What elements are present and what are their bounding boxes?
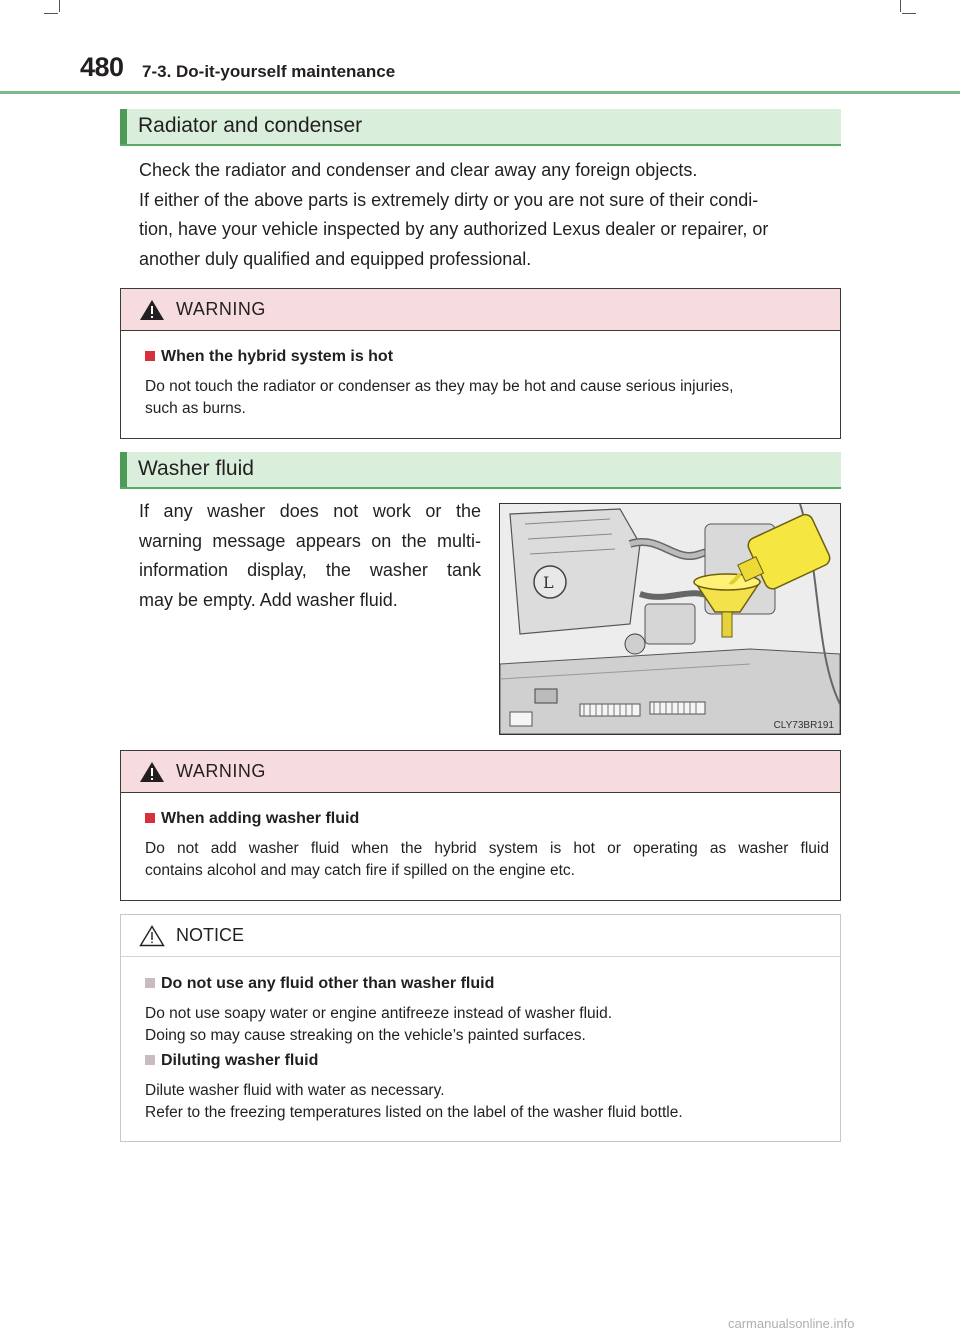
text-line: may be empty. Add washer fluid. [139,589,398,610]
engine-bay-drawing [500,504,840,734]
warning-triangle-icon [139,761,165,783]
text-line: such as burns. [145,400,246,417]
warning-triangle-icon [139,299,165,321]
text-line: tion, have your vehicle inspected by any authorized Lexus dealer or repairer, or [139,219,769,239]
page-number: 480 [80,52,124,82]
washer-fluid-illustration [499,503,841,735]
illustration-code: CLY73BR191 [773,720,834,731]
text-line: If either of the above parts is extremely dirty or you are not sure of their condi- [139,189,759,210]
warning-item-text [145,838,829,882]
notice-header [121,915,840,957]
notice-triangle-icon [139,925,165,947]
text-line: If any washer does not work or the [139,501,481,521]
crop-mark [44,13,58,14]
text-line: Check the radiator and condenser and clear away any foreign objects. [139,160,698,180]
notice-box [120,914,841,1142]
warning-box-adding-fluid [120,750,841,901]
header-rule [0,91,960,94]
crop-mark [59,0,60,12]
warning-label: WARNING [176,761,266,781]
bullet-square-icon [145,1055,155,1065]
notice-item-text [145,1080,829,1124]
text-line: Refer to the freezing temperatures listed on the label of the washer fluid bottle. [145,1104,683,1121]
radiator-text [139,156,839,274]
warning-header [121,289,840,331]
section-heading-bar [120,109,127,144]
washer-text [139,497,481,615]
text-line: Do not use soapy water or engine antifreeze instead of washer fluid. [145,1005,612,1022]
crop-mark [902,13,916,14]
text-line: Dilute washer fluid with water as necessary. [145,1082,445,1099]
notice-item-title: Do not use any fluid other than washer fluid [145,975,494,993]
section-heading-title: Radiator and condenser [138,114,363,137]
warning-item-title: When the hybrid system is hot [145,348,393,366]
watermark: carmanualsonline.info [728,1316,855,1331]
warning-item-title: When adding washer fluid [145,810,359,828]
text-line: information display, the washer tank [139,560,481,580]
section-heading-washer [120,452,841,489]
text-line: Do not add washer fluid when the hybrid system is hot or operating as washer fluid [145,840,829,857]
section-heading-radiator [120,109,841,146]
bullet-square-icon [145,813,155,823]
svg-text:L: L [543,573,554,592]
notice-item-title: Diluting washer fluid [145,1052,318,1070]
text-line: warning message appears on the multi- [139,530,481,551]
warning-item-text [145,376,829,420]
bullet-square-icon [145,978,155,988]
section-label: 7-3. Do-it-yourself maintenance [142,62,396,81]
section-heading-bar [120,452,127,487]
warning-box-hybrid-hot [120,288,841,439]
warning-header [121,751,840,793]
notice-item-text [145,1003,829,1047]
bullet-square-icon [145,351,155,361]
crop-mark [900,0,901,12]
text-line: Doing so may cause streaking on the vehicle’s painted surfaces. [145,1027,586,1044]
text-line: Do not touch the radiator or condenser as they may be hot and cause serious injuries, [145,378,734,395]
notice-label: NOTICE [176,925,245,945]
warning-label: WARNING [176,299,266,319]
text-line: another duly qualified and equipped professional. [139,248,532,269]
section-heading-title: Washer fluid [138,457,254,480]
text-line: contains alcohol and may catch fire if spilled on the engine etc. [145,862,575,879]
